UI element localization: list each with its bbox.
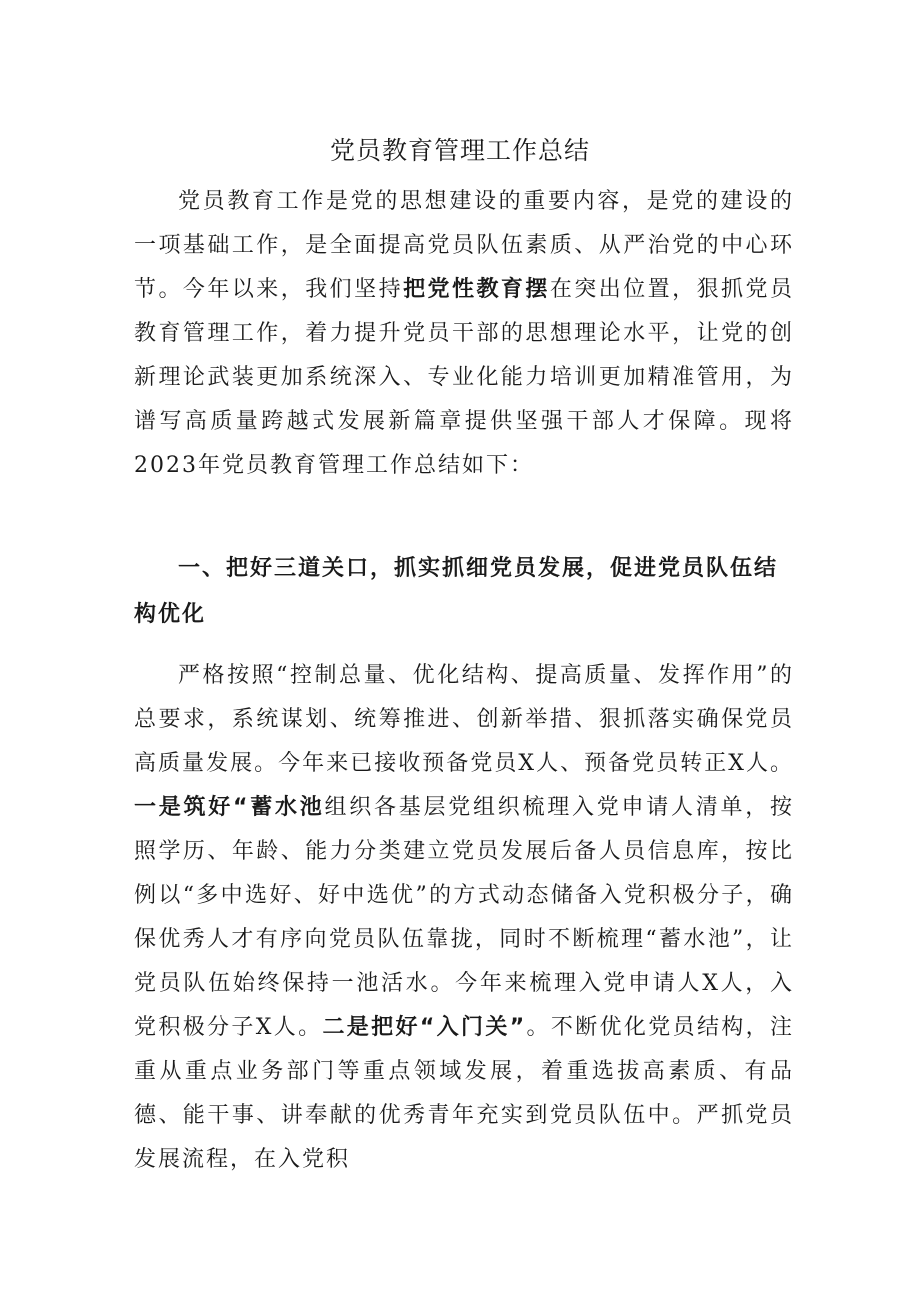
section-1-paragraph <box>134 654 794 1182</box>
intro-text-part2: 在突出位置，狠抓党员教育管理工作，着力提升党员干部的思想理论水平，让党的创新理论武装更加系统深入、专业化能力培训更加精准管用，为谱写高质量跨越式发展新篇章提供坚强干部人才保障。现将2023年党员教育管理工作总结如下： <box>134 277 794 478</box>
section-1-text-part2: 组织各基层党组织梳理入党申请人清单，按照学历、年龄、能力分类建立党员发展后备人员信息库，按比例以“多中选好、好中选优”的方式动态储备入党积极分子，确保优秀人才有序向党员队伍靠拢，同时不断梳理“蓄水池”，让党员队伍始终保持一池活水。今年来梳理入党申请人X人，入党积极分子X人。 <box>134 795 794 1040</box>
section-1-heading: 一、把好三道关口，抓实抓细党员发展，促进党员队伍结构优化 <box>134 556 779 627</box>
section-1-text-part1: 严格按照“控制总量、优化结构、提高质量、发挥作用”的总要求，系统谋划、统筹推进、创新举措、狠抓落实确保党员高质量发展。今年来已接收预备党员X人、预备党员转正X人。 <box>134 663 794 776</box>
section-1-bold-2: 二是把好“入门关” <box>322 1015 527 1040</box>
document-title: 党员教育管理工作总结 <box>329 136 590 165</box>
intro-bold-phrase: 把党性教育摆 <box>403 277 550 302</box>
intro-text-part1: 党员教育工作是党的思想建设的重要内容，是党的建设的一项基础工作，是全面提高党员队伍素质、从严治党的中心环节。今年以来，我们坚持 <box>134 189 794 302</box>
section-1-bold-1: 一是筑好“蓄水池 <box>134 795 325 820</box>
intro-paragraph <box>134 180 794 488</box>
section-1-text-part3: 。不断优化党员结构，注重从重点业务部门等重点领域发展，着重选拔高素质、有品德、能干事、讲奉献的优秀青年充实到党员队伍中。严抓党员发展流程，在入党积 <box>134 1015 794 1172</box>
